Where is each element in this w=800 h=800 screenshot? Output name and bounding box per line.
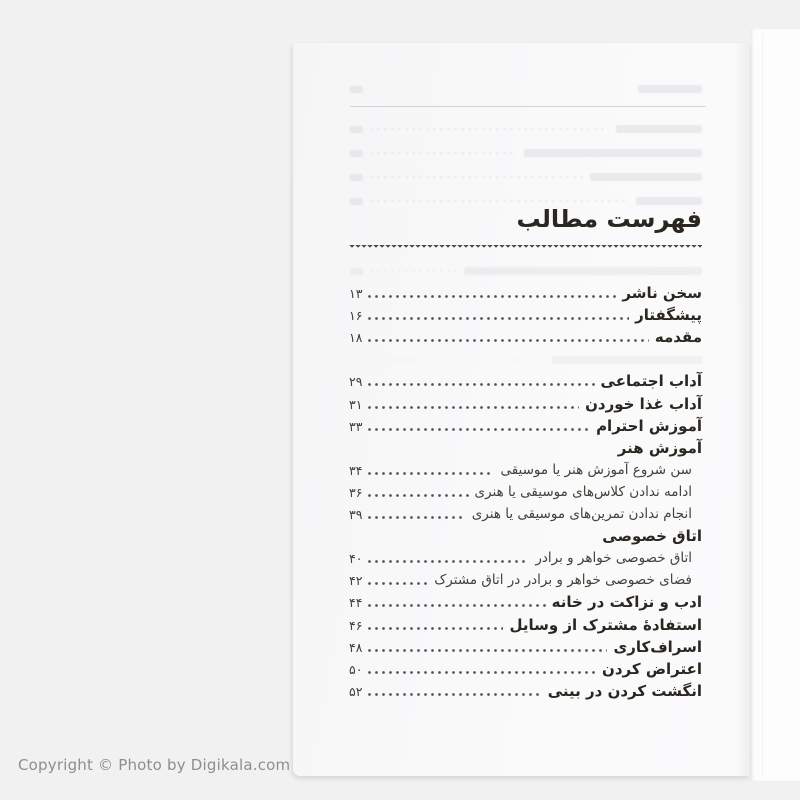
- toc-entry: [349, 502, 702, 524]
- entry-label: مقدمه: [654, 328, 702, 347]
- page-number: ۴۰: [349, 551, 363, 567]
- dot-leader: [368, 516, 465, 519]
- entry-label: آموزش احترام: [596, 416, 702, 435]
- dot-leader: [368, 295, 616, 298]
- dot-leader: [368, 494, 468, 497]
- entry-label: اسراف‌کاری: [613, 637, 702, 656]
- page-number: ۵۰: [349, 661, 363, 677]
- entry-label: ادامه ندادن کلاس‌های موسیقی یا هنری: [474, 483, 692, 500]
- entry-label: آموزش هنر: [617, 438, 702, 457]
- entry-label: اتاق خصوصی: [602, 527, 702, 546]
- entry-label: آداب اجتماعی: [600, 372, 702, 391]
- entry-label: سن شروع آموزش هنر یا موسیقی: [500, 461, 692, 478]
- toc-entry: [349, 657, 702, 679]
- page-number: ۳۴: [349, 462, 363, 478]
- toc-entry: [349, 325, 702, 347]
- page-number: ۴۸: [349, 639, 363, 655]
- dot-leader: [368, 649, 607, 652]
- dot-leader: [368, 406, 579, 409]
- toc-gap: [349, 347, 702, 369]
- dot-leader: [368, 383, 594, 386]
- entry-label: اعتراض کردن: [602, 659, 702, 678]
- dot-leader: [368, 604, 545, 607]
- dot-leader: [368, 472, 494, 475]
- toc-entry: [349, 635, 702, 657]
- book-fore-edge: [750, 29, 800, 781]
- toc-entry: [349, 679, 702, 701]
- page-number: ۴۲: [349, 573, 363, 589]
- page-number: ۲۹: [349, 374, 363, 390]
- toc-entry: [349, 590, 702, 612]
- page-number: ۵۲: [349, 683, 363, 699]
- toc-entry: [349, 458, 702, 480]
- page-number: ۱۳: [349, 286, 363, 302]
- toc-content: [349, 204, 702, 701]
- dot-leader: [368, 317, 629, 320]
- toc-entry: [349, 391, 702, 413]
- book-page: [293, 43, 750, 776]
- bleed-through-line: [350, 149, 702, 157]
- toc-entry: [349, 546, 702, 568]
- toc-entry: [349, 414, 702, 436]
- toc-entry: [349, 369, 702, 391]
- entry-label: انگشت کردن در بینی: [547, 681, 702, 700]
- dot-leader: [368, 693, 541, 696]
- zigzag-divider: [349, 245, 702, 251]
- dot-leader: [368, 339, 648, 342]
- entry-label: ادب و نزاکت در خانه: [551, 593, 702, 612]
- entry-label: سخن ناشر: [622, 284, 702, 303]
- bleed-through-rule: [350, 106, 706, 107]
- dot-leader: [368, 582, 428, 585]
- page-fold-shadow: [734, 43, 750, 776]
- page-number: ۴۶: [349, 617, 363, 633]
- toc-entry: [349, 436, 702, 458]
- toc-entry: [349, 281, 702, 303]
- page-title: فهرست مطالب: [516, 205, 702, 233]
- toc-entry: [349, 303, 702, 325]
- page-number: ۳۹: [349, 507, 363, 523]
- page-number: ۳۶: [349, 484, 363, 500]
- toc-entry: [349, 568, 702, 590]
- entry-label: آداب غذا خوردن: [585, 394, 702, 413]
- toc-entry: [349, 480, 702, 502]
- page-number: ۴۴: [349, 595, 363, 611]
- toc-entry: [349, 524, 702, 546]
- page-number: ۱۶: [349, 308, 363, 324]
- entry-label: پیشگفتار: [635, 306, 702, 325]
- dot-leader: [368, 428, 590, 431]
- entry-label: انجام ندادن تمرین‌های موسیقی یا هنری: [471, 506, 692, 523]
- toc-entry: [349, 612, 702, 634]
- dot-leader: [368, 627, 503, 630]
- entry-label: فضای خصوصی خواهر و برادر در اتاق مشترک: [434, 572, 692, 589]
- entry-label: استفادهٔ مشترک از وسایل: [509, 615, 702, 634]
- page-number: ۳۱: [349, 396, 363, 412]
- page-number: ۱۸: [349, 330, 363, 346]
- bleed-through-line: [350, 125, 702, 133]
- toc-entry-list: [349, 281, 702, 701]
- bleed-through-line: [350, 85, 702, 93]
- entry-label: اتاق خصوصی خواهر و برادر: [535, 550, 692, 567]
- bleed-through-line: [350, 173, 702, 181]
- watermark-text: Copyright © Photo by Digikala.com: [18, 756, 291, 774]
- dot-leader: [368, 560, 529, 563]
- page-number: ۳۳: [349, 418, 363, 434]
- dot-leader: [368, 671, 596, 674]
